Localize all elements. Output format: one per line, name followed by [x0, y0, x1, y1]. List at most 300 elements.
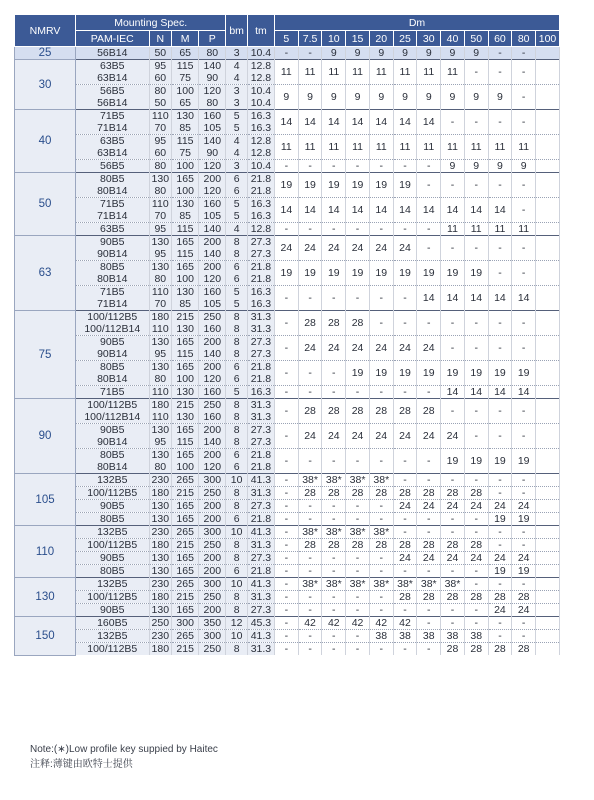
dm-value-cell: 28: [441, 539, 465, 552]
dm-value-cell: 38: [464, 630, 488, 643]
dm-value-cell: 24: [346, 336, 370, 361]
nmrv-size-cell: 110: [15, 526, 76, 578]
tm-cell: 45.3: [247, 617, 274, 630]
mounting-spec-table: [14, 14, 560, 656]
dm-value-cell: 14: [417, 286, 441, 311]
tm-cell: 27.3: [247, 436, 274, 449]
p-cell: 90: [199, 72, 226, 85]
bm-cell: 5: [226, 286, 247, 299]
dm-value-cell: 11: [322, 60, 346, 85]
table-row: [15, 110, 560, 123]
bm-cell: 6: [226, 449, 247, 462]
dm-value-cell: -: [274, 630, 298, 643]
dm-value-cell: -: [346, 591, 370, 604]
dm-value-cell: [536, 578, 560, 591]
bm-cell: 10: [226, 526, 247, 539]
p-cell: 200: [199, 604, 226, 617]
dm-value-cell: 24: [417, 336, 441, 361]
dm-value-cell: -: [298, 361, 322, 386]
dm-value-cell: [536, 617, 560, 630]
tm-cell: 21.8: [247, 185, 274, 198]
bm-cell: 8: [226, 604, 247, 617]
dm-value-cell: 14: [417, 198, 441, 223]
dm-value-cell: 19: [441, 361, 465, 386]
table-row: [15, 386, 560, 399]
dm-value-cell: [536, 487, 560, 500]
dm-value-cell: -: [346, 565, 370, 578]
table-row: [15, 223, 560, 236]
dm-value-cell: -: [417, 236, 441, 261]
dm-value-cell: -: [274, 474, 298, 487]
table-row: [15, 135, 560, 148]
dm-value-cell: -: [298, 552, 322, 565]
dm-value-cell: -: [488, 47, 512, 60]
nmrv-size-cell: 40: [15, 110, 76, 173]
dm-value-cell: -: [322, 361, 346, 386]
dm-value-cell: 14: [441, 198, 465, 223]
p-cell: 250: [199, 399, 226, 412]
dm-value-cell: -: [464, 513, 488, 526]
dm-value-cell: 11: [441, 60, 465, 85]
pam-iec-cell: 71B5: [76, 386, 149, 399]
table-row: [15, 526, 560, 539]
dm-value-cell: -: [441, 513, 465, 526]
n-cell: 130: [149, 424, 172, 437]
dm-value-cell: 11: [441, 135, 465, 160]
dm-value-cell: -: [393, 386, 417, 399]
n-cell: 180: [149, 539, 172, 552]
dm-value-cell: 9: [322, 47, 346, 60]
dm-value-cell: 28: [298, 487, 322, 500]
m-cell: 115: [172, 348, 199, 361]
m-header: M: [172, 31, 199, 47]
m-cell: 85: [172, 210, 199, 223]
n-cell: 110: [149, 198, 172, 211]
bm-cell: 8: [226, 348, 247, 361]
dm-value-cell: -: [274, 500, 298, 513]
dm-value-cell: 14: [441, 386, 465, 399]
table-row: [15, 643, 560, 656]
m-cell: 65: [172, 97, 199, 110]
n-cell: 130: [149, 552, 172, 565]
tm-cell: 10.4: [247, 97, 274, 110]
dm-value-cell: -: [322, 386, 346, 399]
dm-value-cell: -: [274, 386, 298, 399]
dm-value-cell: 11: [464, 223, 488, 236]
n-cell: 95: [149, 436, 172, 449]
dm-value-cell: 38*: [393, 578, 417, 591]
dm-value-cell: 28: [393, 399, 417, 424]
dm-value-cell: 14: [346, 198, 370, 223]
dm-value-cell: [536, 386, 560, 399]
dm-value-cell: [536, 449, 560, 474]
n-cell: 80: [149, 160, 172, 173]
tm-cell: 27.3: [247, 604, 274, 617]
dm-value-cell: -: [464, 526, 488, 539]
m-cell: 215: [172, 311, 199, 324]
dm-value-cell: -: [322, 630, 346, 643]
table-row: [15, 85, 560, 98]
dm-value-cell: -: [512, 110, 536, 135]
dm-value-cell: -: [393, 286, 417, 311]
dm-value-cell: -: [346, 604, 370, 617]
dm-value-cell: 28: [298, 539, 322, 552]
dm-value-cell: -: [322, 565, 346, 578]
n-cell: 110: [149, 386, 172, 399]
dm-value-cell: -: [346, 513, 370, 526]
dm-value-cell: 14: [512, 286, 536, 311]
dm-value-cell: 14: [393, 198, 417, 223]
dm-value-cell: 19: [512, 513, 536, 526]
n-cell: 180: [149, 399, 172, 412]
p-cell: 160: [199, 411, 226, 424]
dm-value-cell: -: [464, 60, 488, 85]
table-row: [15, 236, 560, 249]
bm-cell: 3: [226, 85, 247, 98]
dm-value-cell: 14: [369, 110, 393, 135]
n-cell: 130: [149, 449, 172, 462]
bm-cell: 3: [226, 47, 247, 60]
dm-value-cell: -: [464, 110, 488, 135]
bm-cell: 4: [226, 223, 247, 236]
dm-value-cell: -: [393, 223, 417, 236]
dm-value-cell: [536, 173, 560, 198]
dm-value-cell: 38*: [441, 578, 465, 591]
dm-value-cell: 38*: [322, 474, 346, 487]
nmrv-size-cell: 130: [15, 578, 76, 617]
dm-value-cell: 9: [393, 85, 417, 110]
dm-value-cell: -: [512, 526, 536, 539]
p-cell: 200: [199, 552, 226, 565]
bm-cell: 8: [226, 311, 247, 324]
dm-value-cell: -: [417, 643, 441, 656]
pam-iec-cell: 132B5: [76, 630, 149, 643]
m-cell: 165: [172, 261, 199, 274]
dm-value-cell: 24: [298, 236, 322, 261]
p-cell: 120: [199, 185, 226, 198]
pam-iec-cell: 90B14: [76, 436, 149, 449]
m-cell: 65: [172, 47, 199, 60]
bm-cell: 6: [226, 461, 247, 474]
dm-value-cell: -: [298, 449, 322, 474]
m-cell: 115: [172, 436, 199, 449]
pam-iec-cell: 80B5: [76, 449, 149, 462]
dm-value-cell: -: [441, 604, 465, 617]
dm-value-cell: 11: [441, 223, 465, 236]
tm-cell: 27.3: [247, 248, 274, 261]
pam-iec-cell: 100/112B5: [76, 487, 149, 500]
m-cell: 100: [172, 160, 199, 173]
dm-value-cell: -: [512, 261, 536, 286]
dm-value-cell: 9: [346, 47, 370, 60]
bm-cell: 8: [226, 424, 247, 437]
dm-value-cell: 11: [393, 60, 417, 85]
bm-cell: 8: [226, 248, 247, 261]
bm-cell: 10: [226, 578, 247, 591]
p-cell: 120: [199, 85, 226, 98]
dm-value-cell: 11: [488, 135, 512, 160]
dm-value-cell: -: [298, 386, 322, 399]
m-cell: 165: [172, 565, 199, 578]
tm-cell: 41.3: [247, 474, 274, 487]
n-cell: 230: [149, 578, 172, 591]
dm-value-cell: 28: [346, 487, 370, 500]
tm-cell: 31.3: [247, 643, 274, 656]
dm-value-cell: 28: [417, 539, 441, 552]
dm-value-cell: 28: [369, 487, 393, 500]
n-cell: 130: [149, 336, 172, 349]
n-cell: 130: [149, 261, 172, 274]
pam-iec-cell: 132B5: [76, 526, 149, 539]
dm-value-cell: 28: [512, 591, 536, 604]
dm-value-cell: -: [441, 173, 465, 198]
m-cell: 130: [172, 323, 199, 336]
dm-value-cell: 9: [346, 85, 370, 110]
dm-value-cell: 38*: [346, 578, 370, 591]
dm-value-cell: -: [488, 487, 512, 500]
dm-value-cell: -: [441, 399, 465, 424]
dm-value-cell: -: [488, 60, 512, 85]
p-cell: 140: [199, 60, 226, 73]
dm-value-cell: 38: [393, 630, 417, 643]
dm-value-cell: -: [512, 60, 536, 85]
dm-value-cell: -: [417, 311, 441, 336]
dm-value-cell: -: [393, 474, 417, 487]
dm-value-cell: 14: [488, 198, 512, 223]
dm-value-cell: -: [274, 617, 298, 630]
bm-cell: 8: [226, 487, 247, 500]
dm-value-cell: 14: [298, 198, 322, 223]
pam-iec-cell: 56B14: [76, 97, 149, 110]
dm-value-cell: 11: [369, 60, 393, 85]
dm-value-cell: [536, 630, 560, 643]
m-cell: 165: [172, 500, 199, 513]
dm-value-cell: 9: [298, 85, 322, 110]
dm-value-cell: 24: [393, 424, 417, 449]
dm-value-cell: -: [512, 630, 536, 643]
dm-value-cell: -: [417, 474, 441, 487]
bm-cell: 6: [226, 173, 247, 186]
nmrv-size-cell: 30: [15, 60, 76, 110]
dm-value-cell: -: [441, 617, 465, 630]
dm-col-header: 15: [346, 31, 370, 47]
dm-value-cell: 19: [322, 261, 346, 286]
dm-value-cell: 14: [441, 286, 465, 311]
dm-value-cell: 28: [464, 487, 488, 500]
dm-value-cell: -: [322, 552, 346, 565]
pam-iec-cell: 100/112B5: [76, 539, 149, 552]
dm-value-cell: [536, 424, 560, 449]
n-cell: 130: [149, 500, 172, 513]
dm-value-cell: 19: [322, 173, 346, 198]
dm-value-cell: 9: [464, 160, 488, 173]
p-cell: 120: [199, 373, 226, 386]
p-cell: 120: [199, 160, 226, 173]
bm-cell: 5: [226, 110, 247, 123]
dm-value-cell: -: [274, 565, 298, 578]
pam-iec-cell: 90B14: [76, 248, 149, 261]
pam-iec-cell: 100/112B14: [76, 411, 149, 424]
dm-value-cell: -: [512, 617, 536, 630]
dm-value-cell: 38*: [298, 474, 322, 487]
dm-value-cell: 38*: [346, 474, 370, 487]
dm-value-cell: 11: [369, 135, 393, 160]
bm-cell: 4: [226, 60, 247, 73]
dm-value-cell: -: [464, 336, 488, 361]
dm-value-cell: 28: [417, 399, 441, 424]
dm-value-cell: -: [274, 311, 298, 336]
p-cell: 160: [199, 286, 226, 299]
dm-value-cell: -: [346, 552, 370, 565]
n-cell: 110: [149, 323, 172, 336]
dm-value-cell: -: [488, 336, 512, 361]
dm-value-cell: 28: [441, 487, 465, 500]
pam-iec-cell: 100/112B5: [76, 643, 149, 656]
dm-value-cell: 19: [464, 361, 488, 386]
dm-value-cell: -: [346, 500, 370, 513]
dm-value-cell: -: [512, 198, 536, 223]
dm-value-cell: 24: [512, 500, 536, 513]
table-body: [15, 47, 560, 656]
dm-value-cell: 19: [464, 449, 488, 474]
dm-value-cell: 19: [417, 261, 441, 286]
dm-value-cell: -: [393, 643, 417, 656]
dm-value-cell: 24: [322, 236, 346, 261]
dm-value-cell: -: [393, 513, 417, 526]
tm-cell: 21.8: [247, 565, 274, 578]
n-cell: 70: [149, 210, 172, 223]
nmrv-size-cell: 25: [15, 47, 76, 60]
dm-value-cell: -: [274, 487, 298, 500]
dm-value-cell: -: [298, 500, 322, 513]
pam-iec-cell: 80B5: [76, 173, 149, 186]
pam-iec-cell: 100/112B5: [76, 591, 149, 604]
dm-value-cell: [536, 85, 560, 110]
table-row: [15, 399, 560, 412]
dm-value-cell: -: [417, 160, 441, 173]
dm-value-cell: 9: [441, 160, 465, 173]
table-row: [15, 552, 560, 565]
dm-value-cell: 14: [488, 286, 512, 311]
dm-value-cell: -: [274, 643, 298, 656]
dm-value-cell: 11: [298, 60, 322, 85]
dm-value-cell: -: [322, 286, 346, 311]
p-cell: 120: [199, 461, 226, 474]
n-cell: 130: [149, 236, 172, 249]
dm-value-cell: -: [346, 630, 370, 643]
pam-iec-cell: 63B14: [76, 147, 149, 160]
n-cell: 80: [149, 185, 172, 198]
dm-value-cell: 28: [488, 643, 512, 656]
dm-value-cell: 28: [298, 311, 322, 336]
dm-value-cell: [536, 261, 560, 286]
dm-value-cell: 9: [488, 160, 512, 173]
n-cell: 70: [149, 298, 172, 311]
tm-cell: 21.8: [247, 513, 274, 526]
dm-value-cell: [536, 236, 560, 261]
dm-value-cell: 14: [488, 386, 512, 399]
dm-value-cell: -: [346, 286, 370, 311]
pam-iec-cell: 71B14: [76, 122, 149, 135]
dm-value-cell: -: [512, 487, 536, 500]
dm-value-cell: -: [369, 223, 393, 236]
n-cell: 230: [149, 474, 172, 487]
dm-value-cell: 24: [417, 424, 441, 449]
dm-value-cell: -: [512, 539, 536, 552]
dm-value-cell: 24: [488, 552, 512, 565]
dm-value-cell: -: [274, 286, 298, 311]
dm-value-cell: 38*: [346, 526, 370, 539]
dm-value-cell: 24: [512, 552, 536, 565]
dm-col-header: 40: [441, 31, 465, 47]
dm-col-header: 5: [274, 31, 298, 47]
dm-value-cell: 28: [464, 539, 488, 552]
n-cell: 130: [149, 604, 172, 617]
dm-value-cell: -: [464, 311, 488, 336]
p-cell: 160: [199, 110, 226, 123]
bm-cell: 8: [226, 323, 247, 336]
n-cell: 130: [149, 173, 172, 186]
dm-value-cell: 19: [441, 261, 465, 286]
table-row: [15, 160, 560, 173]
dm-value-cell: [536, 643, 560, 656]
dm-value-cell: -: [393, 160, 417, 173]
dm-col-header: 10: [322, 31, 346, 47]
dm-value-cell: -: [417, 617, 441, 630]
dm-value-cell: 24: [298, 424, 322, 449]
m-cell: 115: [172, 60, 199, 73]
m-cell: 265: [172, 526, 199, 539]
m-cell: 115: [172, 248, 199, 261]
n-cell: 60: [149, 72, 172, 85]
tm-cell: 12.8: [247, 223, 274, 236]
dm-value-cell: 24: [369, 236, 393, 261]
m-cell: 165: [172, 173, 199, 186]
n-cell: 110: [149, 110, 172, 123]
m-cell: 130: [172, 386, 199, 399]
pam-iec-cell: 80B5: [76, 513, 149, 526]
dm-value-cell: -: [274, 361, 298, 386]
dm-value-cell: -: [393, 449, 417, 474]
pam-iec-cell: 90B5: [76, 500, 149, 513]
dm-value-cell: 38: [369, 630, 393, 643]
dm-value-cell: -: [274, 399, 298, 424]
dm-value-cell: 11: [393, 135, 417, 160]
dm-value-cell: 24: [417, 552, 441, 565]
table-row: [15, 60, 560, 73]
dm-value-cell: 28: [369, 539, 393, 552]
dm-value-cell: 28: [369, 399, 393, 424]
dm-value-cell: -: [464, 236, 488, 261]
m-cell: 165: [172, 604, 199, 617]
dm-value-cell: [536, 110, 560, 135]
dm-value-cell: -: [512, 47, 536, 60]
dm-value-cell: 11: [346, 135, 370, 160]
tm-cell: 27.3: [247, 348, 274, 361]
dm-value-cell: -: [393, 565, 417, 578]
pam-iec-cell: 63B5: [76, 223, 149, 236]
dm-value-cell: -: [298, 630, 322, 643]
dm-value-cell: -: [298, 47, 322, 60]
p-cell: 200: [199, 236, 226, 249]
dm-value-cell: 28: [464, 591, 488, 604]
nmrv-size-cell: 75: [15, 311, 76, 399]
dm-value-cell: 11: [488, 223, 512, 236]
dm-value-cell: -: [393, 604, 417, 617]
pam-iec-cell: 132B5: [76, 474, 149, 487]
dm-value-cell: 19: [369, 173, 393, 198]
p-cell: 200: [199, 500, 226, 513]
